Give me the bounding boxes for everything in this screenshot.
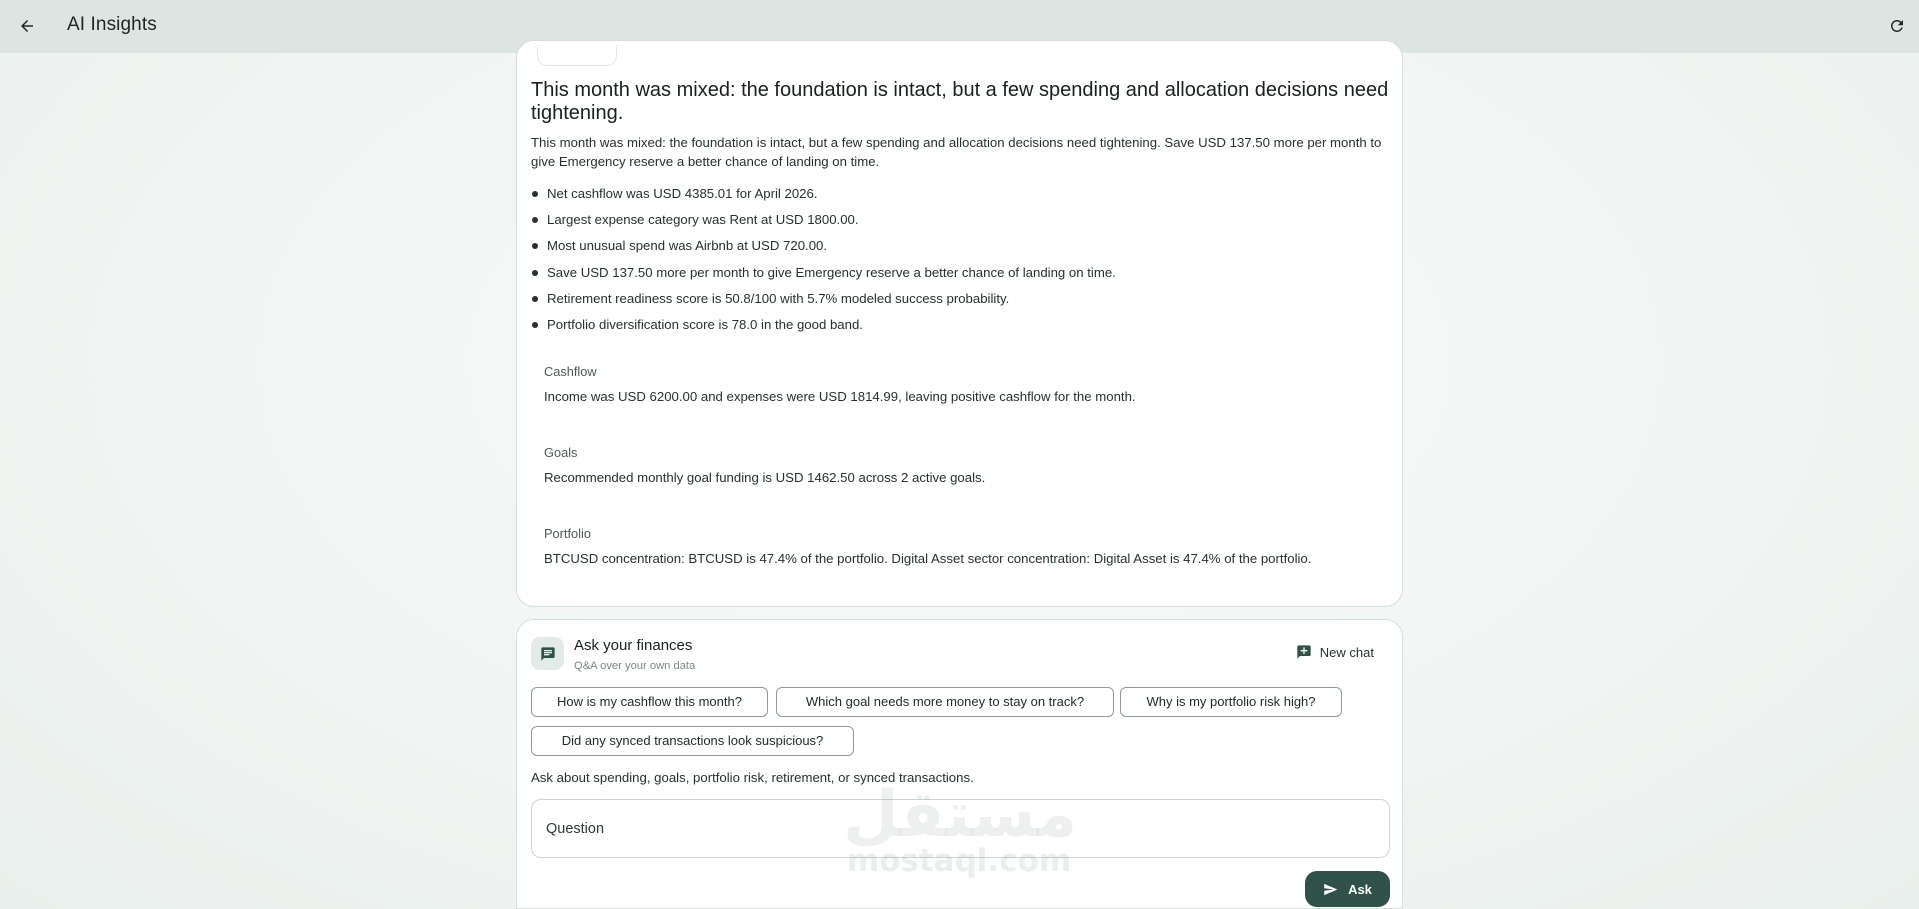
- bullet-dot-icon: [532, 217, 538, 223]
- goals-section: [544, 445, 1394, 486]
- back-button[interactable]: [14, 13, 40, 39]
- section-label: Portfolio: [544, 526, 591, 541]
- summary-bullet-list: [531, 181, 1116, 338]
- bullet-dot-icon: [532, 191, 538, 197]
- ask-button[interactable]: [1305, 871, 1390, 907]
- ask-title: Ask your finances: [574, 637, 693, 654]
- list-item: [531, 312, 1116, 338]
- page-title: AI Insights: [67, 14, 157, 35]
- list-item: [531, 181, 1116, 207]
- portfolio-section: [544, 526, 1394, 567]
- arrow-left-icon: [18, 17, 36, 35]
- add-comment-icon: [1296, 644, 1312, 660]
- list-item: [531, 207, 1116, 233]
- list-item: [531, 286, 1116, 312]
- section-text: BTCUSD concentration: BTCUSD is 47.4% of the portfolio. Digital Asset sector concentration: Digital Asset is 47.4% of the portfolio.: [544, 551, 1312, 566]
- section-label: Goals: [544, 445, 578, 460]
- bullet-dot-icon: [532, 243, 538, 249]
- bullet-text: Largest expense category was Rent at USD 1800.00.: [547, 212, 859, 228]
- bullet-text: Retirement readiness score is 50.8/100 with 5.7% modeled success probability.: [547, 290, 1010, 306]
- ask-subtitle: Q&A over your own data: [574, 660, 696, 672]
- card-tab: [537, 45, 617, 66]
- ask-finances-card: [516, 619, 1403, 909]
- bullet-dot-icon: [532, 322, 538, 328]
- new-chat-button[interactable]: [1296, 644, 1374, 660]
- bullet-text: Save USD 137.50 more per month to give Emergency reserve a better chance of landing on time.: [547, 264, 1116, 280]
- bullet-dot-icon: [532, 270, 538, 276]
- bullet-text: Most unusual spend was Airbnb at USD 720.00.: [547, 238, 828, 254]
- cashflow-section: [544, 364, 1394, 405]
- refresh-icon: [1888, 17, 1906, 35]
- ask-hint: Ask about spending, goals, portfolio risk, retirement, or synced transactions.: [531, 770, 974, 785]
- bullet-dot-icon: [532, 296, 538, 302]
- list-item: [531, 260, 1116, 286]
- section-text: Income was USD 6200.00 and expenses were USD 1814.99, leaving positive cashflow for the month.: [544, 389, 1136, 404]
- list-item: [531, 233, 1116, 259]
- suggestion-chip-cashflow[interactable]: How is my cashflow this month?: [531, 687, 768, 717]
- send-icon: [1323, 882, 1338, 897]
- summary-headline: This month was mixed: the foundation is intact, but a few spending and allocation decisions need tightening.: [531, 79, 1389, 124]
- section-text: Recommended monthly goal funding is USD 1462.50 across 2 active goals.: [544, 470, 986, 485]
- insights-summary-card: [516, 40, 1403, 607]
- suggestion-chip-portfolio-risk[interactable]: Why is my portfolio risk high?: [1120, 687, 1342, 717]
- bullet-text: Portfolio diversification score is 78.0 in the good band.: [547, 316, 863, 332]
- refresh-button[interactable]: [1885, 14, 1909, 38]
- summary-intro: This month was mixed: the foundation is intact, but a few spending and allocation decisions need tightening. Save USD 137.50 more per month to give Emergency reserve a better chance of landing on time.: [531, 135, 1382, 169]
- question-input[interactable]: [531, 799, 1390, 858]
- ask-button-label: Ask: [1348, 881, 1372, 897]
- new-chat-label: New chat: [1319, 644, 1374, 660]
- suggestion-chip-goal[interactable]: Which goal needs more money to stay on track?: [776, 687, 1114, 717]
- bullet-text: Net cashflow was USD 4385.01 for April 2026.: [547, 186, 818, 201]
- chat-icon-badge: [531, 637, 564, 670]
- suggestion-chip-suspicious-transactions[interactable]: Did any synced transactions look suspicious?: [531, 726, 854, 756]
- section-label: Cashflow: [544, 364, 597, 379]
- chat-bubble-icon: [540, 646, 556, 662]
